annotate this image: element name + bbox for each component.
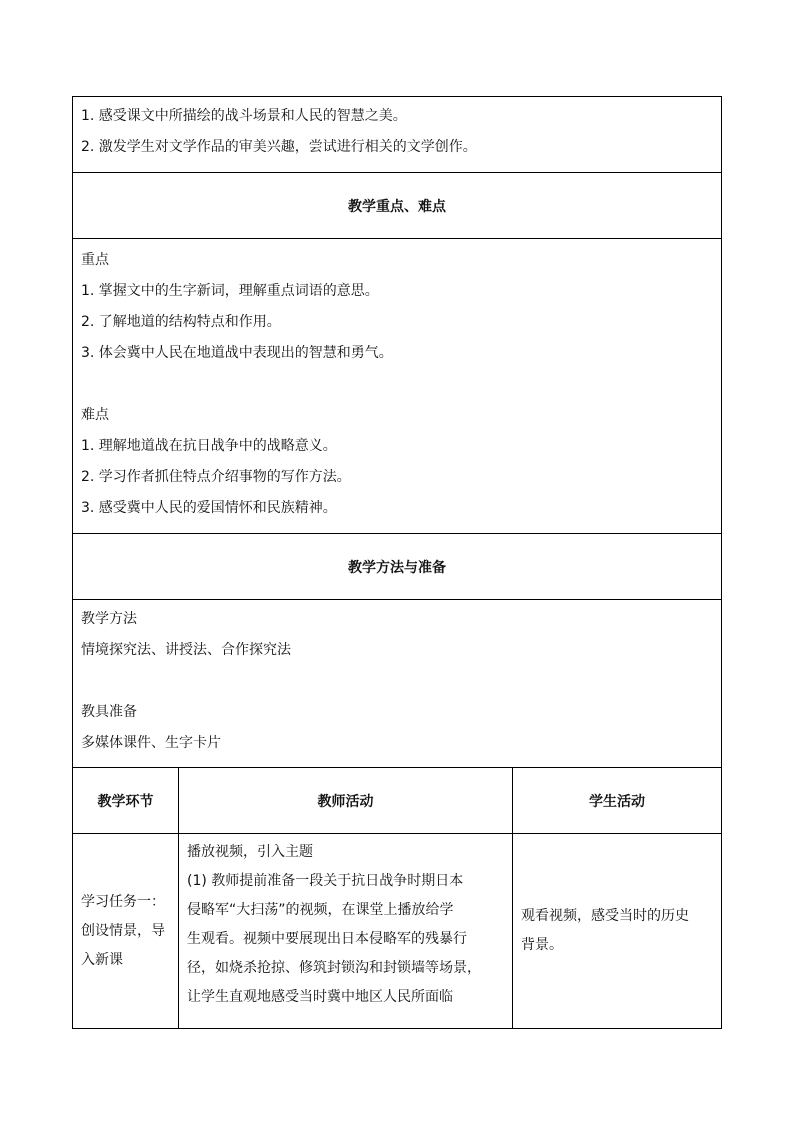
stage-line: 入新课 [81, 951, 123, 968]
methods-heading-row [73, 534, 722, 600]
teacher-line: 播放视频，引入主题 [187, 844, 313, 860]
spacer [73, 369, 721, 400]
focus-item: 1. 掌握文中的生字新词，理解重点词语的意思。 [81, 283, 379, 299]
key-points-cell [73, 239, 722, 534]
teacher-line: 生观看。视频中要展现出日本侵略军的残暴行 [187, 931, 467, 947]
student-line: 观看视频，感受当时的历史 [521, 908, 689, 924]
method-title: 教学方法 [81, 611, 137, 627]
teacher-cell [179, 834, 513, 1029]
methods-cell [73, 600, 722, 768]
key-points-heading-row [73, 173, 722, 239]
goal-item: 1. 感受课文中所描绘的战斗场景和人民的智慧之美。 [81, 108, 407, 124]
teacher-line: 让学生直观地感受当时冀中地区人民所面临 [187, 989, 453, 1005]
prep-title: 教具准备 [81, 704, 137, 720]
key-points-heading: 教学重点、难点 [73, 173, 722, 239]
teacher-line: 侵略军“大扫荡”的视频，在课堂上播放给学 [187, 902, 454, 918]
goals-cell [73, 97, 722, 173]
student-cell [513, 834, 722, 1029]
methods-heading: 教学方法与准备 [73, 534, 722, 600]
header-stage: 教学环节 [73, 768, 179, 834]
prep-text: 多媒体课件、生字卡片 [81, 735, 221, 751]
teacher-line: (1) 教师提前准备一段关于抗日战争时期日本 [187, 873, 464, 889]
stage-line: 创设情景，导 [81, 922, 165, 939]
difficulty-item: 3. 感受冀中人民的爱国情怀和民族精神。 [81, 500, 337, 516]
stage-line: 学习任务一： [81, 893, 165, 910]
teacher-line: 径，如烧杀抢掠、修筑封锁沟和封锁墙等场景， [187, 960, 481, 976]
goals-row [73, 97, 722, 173]
method-text: 情境探究法、讲授法、合作探究法 [81, 642, 291, 658]
lesson-plan-table [72, 96, 722, 1029]
focus-item: 3. 体会冀中人民在地道战中表现出的智慧和勇气。 [81, 345, 393, 361]
methods-body-row [73, 600, 722, 768]
focus-item: 2. 了解地道的结构特点和作用。 [81, 314, 281, 330]
focus-title: 重点 [81, 252, 109, 268]
difficulty-title: 难点 [81, 407, 109, 423]
student-line: 背景。 [521, 937, 563, 953]
difficulty-item: 1. 理解地道战在抗日战争中的战略意义。 [81, 438, 337, 454]
activity-row [73, 834, 722, 1029]
header-student: 学生活动 [513, 768, 722, 834]
lesson-plan-document [72, 96, 721, 1029]
stage-cell [73, 834, 179, 1029]
goal-item: 2. 激发学生对文学作品的审美兴趣，尝试进行相关的文学创作。 [81, 139, 477, 155]
difficulty-item: 2. 学习作者抓住特点介绍事物的写作方法。 [81, 469, 351, 485]
key-points-body-row [73, 239, 722, 534]
spacer [73, 666, 721, 697]
activity-header-row [73, 768, 722, 834]
header-teacher: 教师活动 [179, 768, 513, 834]
